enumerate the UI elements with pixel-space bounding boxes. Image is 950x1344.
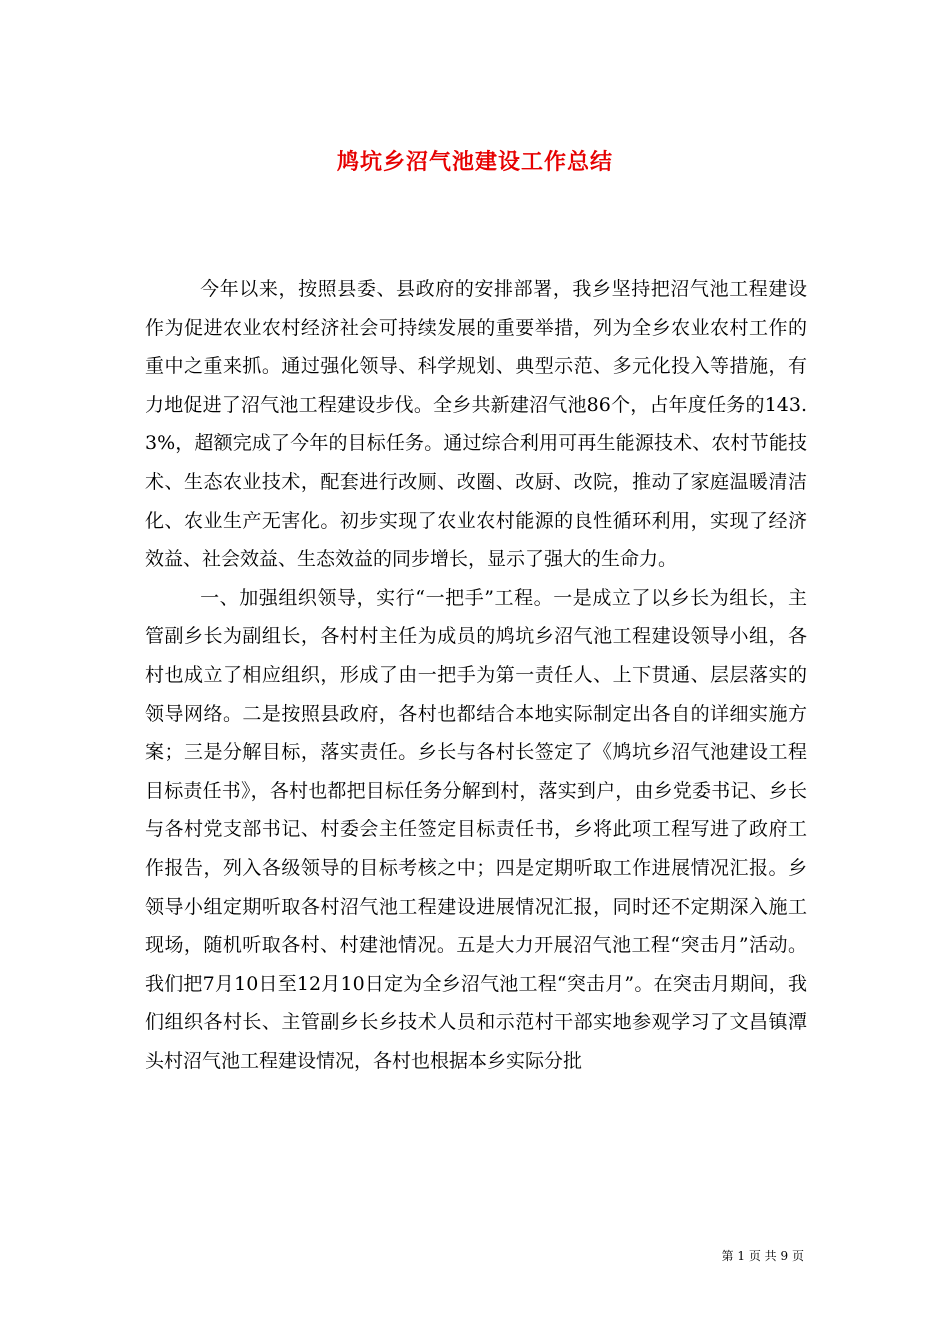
page-footer [722, 1248, 804, 1264]
paragraph-section-one: 一、加强组织领导，实行“一把手”工程。一是成立了以乡长为组长，主管副乡长为副组长，各村村主任为成员的鸠坑乡沼气池工程建设领导小组，各村也成立了相应组织，形成了由一把手为第一责任人、上下贯通、层层落实的领导网络。二是按照县政府，各村也都结合本地实际制定出各自的详细实施方案；三是分解目标，落实责任。乡长与各村长签定了《鸠坑乡沼气池建设工程目标责任书》，各村也都把目标任务分解到村，落实到户，由乡党委书记、乡长与各村党支部书记、村委会主任签定目标责任书，乡将此项工程写进了政府工作报告，列入各级领导的目标考核之中；四是定期听取工作进展情况汇报。乡领导小组定期听取各村沼气池工程建设进展情况汇报，同时还不定期深入施工现场，随机听取各村、村建池情况。五是大力开展沼气池工程“突击月”活动。我们把7月10日至12月10日定为全乡沼气池工程“突击月”。在突击月期间，我们组织各村长、主管副乡长乡技术人员和示范村干部实地参观学习了文昌镇潭头村沼气池工程建设情况，各村也根据本乡实际分批 [145, 586, 807, 1072]
document-body [145, 270, 807, 1080]
footer-total-pages: 9 [780, 1249, 789, 1263]
footer-suffix: 页 [791, 1249, 804, 1263]
footer-current-page: 1 [737, 1249, 746, 1263]
paragraph-intro: 今年以来，按照县委、县政府的安排部署，我乡坚持把沼气池工程建设作为促进农业农村经济社会可持续发展的重要举措，列为全乡农业农村工作的重中之重来抓。通过强化领导、科学规划、典型示范、多元化投入等措施，有力地促进了沼气池工程建设步伐。全乡共新建沼气池86个，占年度任务的143.3%，超额完成了今年的目标任务。通过综合利用可再生能源技术、农村节能技术、生态农业技术，配套进行改厕、改圈、改厨、改院，推动了家庭温暖清洁化、农业生产无害化。初步实现了农业农村能源的良性循环利用，实现了经济效益、社会效益、生态效益的同步增长，显示了强大的生命力。 [145, 278, 807, 571]
footer-middle: 页 共 [748, 1249, 777, 1263]
footer-prefix: 第 [721, 1249, 734, 1263]
document-title: 鸠坑乡沼气池建设工作总结 [336, 148, 613, 175]
